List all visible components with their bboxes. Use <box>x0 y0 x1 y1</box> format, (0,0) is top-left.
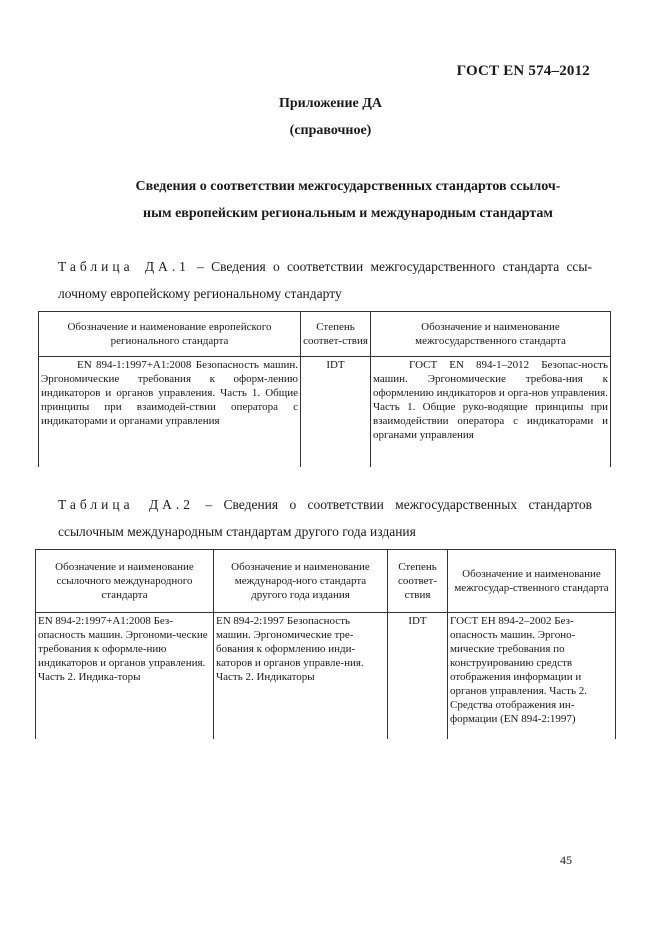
page-number: 45 <box>560 853 572 867</box>
table1-caption-text: – Сведения о соответствии межгосударственного стандарта ссы-лочному европейскому региональному стандарту <box>58 259 592 301</box>
table2-caption-label: Таблица ДА.2 <box>58 497 195 512</box>
table1-header-cell: Обозначение и наименование межгосударственного стандарта <box>371 312 611 357</box>
appendix-title: Приложение ДА <box>278 96 383 111</box>
table-row <box>39 357 611 468</box>
table2-header-cell: Обозначение и наименование международ-ного стандарта другого года издания <box>214 550 388 613</box>
section-title-line-2: ным европейским региональным и международным стандартам <box>143 206 553 221</box>
appendix-subtitle: (справочное) <box>289 123 372 138</box>
table2-header-cell: Обозначение и наименование ссылочного международного стандарта <box>36 550 214 613</box>
table1-cell: IDT <box>301 357 371 468</box>
table1-cell: EN 894-1:1997+A1:2008 Безопасность машин. Эргономические требования к оформ-лению индикаторов и органов управления. Часть 1. Общие принципы при взаимодей-ствии оператора с индикаторами и органами управления <box>39 357 301 468</box>
table2-cell: EN 894-2:1997 Безопасность машин. Эргономические тре-бования к оформлению инди-каторов и органов управле-ния. Часть 2. Индикаторы <box>214 613 388 740</box>
table1-cell: ГОСТ EN 894-1–2012 Безопас-ность машин. Эргономические требова-ния к оформлению индикаторов и орга-нов управления. Часть 1. Общие руко-водящие принципы при взаимодействии оператора с индикаторами и органами управления <box>371 357 611 468</box>
table2-cell: IDT <box>388 613 448 740</box>
table1-header-cell: Обозначение и наименование европейского регионального стандарта <box>39 312 301 357</box>
table1-caption <box>58 253 592 307</box>
table2-header-row <box>36 550 616 613</box>
table2-header-cell: Обозначение и наименование межгосудар-ственного стандарта <box>448 550 616 613</box>
table1 <box>38 311 611 467</box>
document-code: ГОСТ EN 574–2012 <box>456 63 590 79</box>
table1-header-cell: Степень соответ-ствия <box>301 312 371 357</box>
section-title <box>78 173 618 227</box>
table-row <box>36 613 616 740</box>
table2-cell: EN 894-2:1997+A1:2008 Без-опасность машин. Эргономи-ческие требования к оформле-нию индикаторов и органов управления. Часть 2. Индика-торы <box>36 613 214 740</box>
table2-cell: ГОСТ EH 894-2–2002 Без-опасность машин. Эргоно-мические требования по конструированию средств отображения информации и органов управления. Часть 2. Средства отображения ин-формации (EN 894-2:1997) <box>448 613 616 740</box>
table2 <box>35 549 616 739</box>
section-title-line-1: Сведения о соответствии межгосударственных стандартов ссылоч- <box>135 179 561 194</box>
table1-caption-label: Таблица ДА.1 <box>58 259 190 274</box>
table1-header-row <box>39 312 611 357</box>
table2-caption-text: – Сведения о соответствии межгосударственных стандартов ссылочным международным стандартам другого года издания <box>58 497 592 539</box>
table2-caption <box>58 491 592 545</box>
table2-header-cell: Степень соответ-ствия <box>388 550 448 613</box>
